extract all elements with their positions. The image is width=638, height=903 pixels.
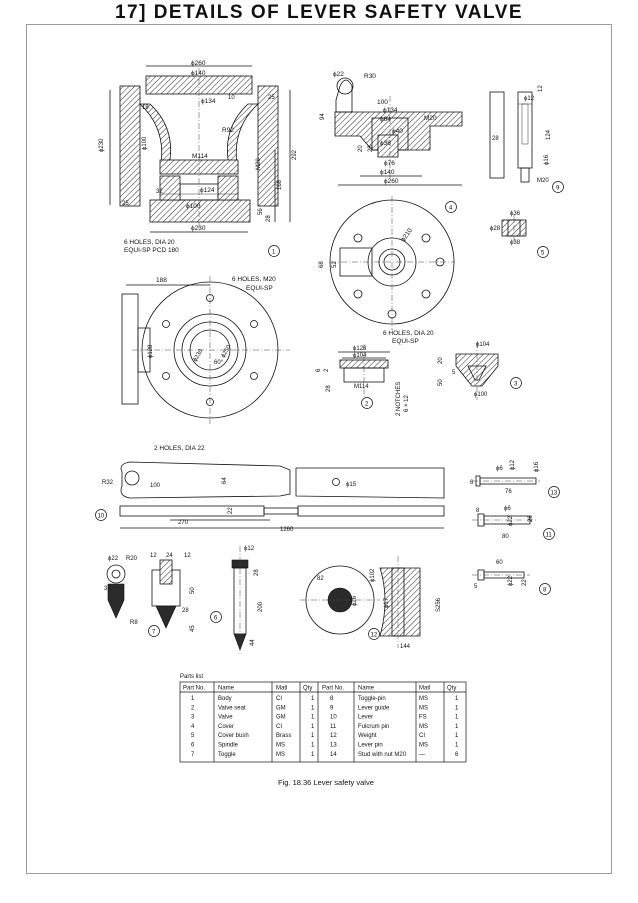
dim-label: ϕ40 <box>392 128 403 135</box>
note-body-pcd: EQUI-SP PCD 180 <box>124 247 179 254</box>
dim-label: 32 <box>104 586 111 592</box>
dim-label: ϕ230 <box>191 225 206 232</box>
parts-list-cell: 1 <box>455 705 459 712</box>
dim-label: 45 <box>190 625 196 632</box>
lever-view <box>120 462 444 528</box>
note-valve-notches: 2 NOTCHES <box>396 381 402 416</box>
dim-label: 82 <box>317 576 324 582</box>
parts-list-cell: 1 <box>455 742 459 749</box>
dim-label: 56 <box>258 208 264 215</box>
dim-label: ϕ36 <box>510 211 521 217</box>
lever-pin-view <box>472 476 540 486</box>
parts-list-heading: Parts list <box>180 674 204 680</box>
dim-label: 5 <box>474 584 478 590</box>
dim-label: ϕ28 <box>490 226 501 232</box>
part-number: 12 <box>370 632 378 639</box>
dim-label: 168 <box>277 179 283 190</box>
parts-list-cell: — <box>419 751 425 758</box>
dim-label: ϕ104 <box>476 342 490 348</box>
dim-label: 28 <box>326 385 332 392</box>
note-seat-equi: EQUI-SP <box>392 338 419 345</box>
dim-label: M20 <box>537 178 549 184</box>
parts-list-cell: 14 <box>330 751 337 758</box>
dim-label: ϕ76 <box>384 160 395 167</box>
parts-list-cell: 13 <box>330 742 337 749</box>
dim-label: 25 <box>268 95 275 101</box>
parts-list-column-header: Part No. <box>322 685 345 692</box>
page-title: 17] DETAILS OF LEVER SAFETY VALVE <box>114 2 524 23</box>
parts-list-cell: MS <box>419 723 428 730</box>
parts-list-cell: GM <box>276 705 286 712</box>
parts-list-cell: 8 <box>330 696 334 702</box>
parts-list-cell: Lever guide <box>358 705 390 712</box>
parts-list-column-header: Name <box>358 685 375 692</box>
parts-list-cell: Lever pin <box>358 742 383 749</box>
dim-label: 200 <box>258 601 264 612</box>
parts-list-cell: Fulcrum pin <box>358 723 390 730</box>
parts-list-column-header: Matl <box>276 685 288 692</box>
dim-label: ϕ16 <box>534 461 540 472</box>
parts-list-cell: Stud with nut M20 <box>358 751 407 758</box>
fulcrum-pin-view <box>472 514 536 526</box>
parts-list-cell: 1 <box>311 733 315 740</box>
dim-label: R8 <box>130 620 138 626</box>
dim-label: 100 <box>377 99 388 106</box>
dim-label: 292 <box>292 149 298 160</box>
dim-label: 10 <box>228 95 235 101</box>
weight-view <box>300 556 420 648</box>
dim-label: 76 <box>505 489 512 495</box>
dim-label: 12 <box>150 553 157 559</box>
note-cover-holes: 6 HOLES, M20 <box>232 276 276 283</box>
dim-label: 44 <box>250 639 256 646</box>
parts-list-cell: 1 <box>311 742 315 749</box>
dim-label: 5 <box>452 370 456 376</box>
dim-label: ϕ140 <box>191 70 206 77</box>
dim-label: ϕ124 <box>200 187 215 194</box>
parts-list-cell: MS <box>276 751 285 758</box>
parts-list-cell: GM <box>276 714 286 721</box>
dim-label: 20 <box>358 145 364 152</box>
dim-label: 20 <box>438 357 444 364</box>
dim-label: M20 <box>424 115 437 122</box>
dim-label: 64 <box>222 477 228 484</box>
dim-label: ϕ102 <box>370 568 376 582</box>
dim-label: 80 <box>502 534 509 540</box>
dim-label: ϕ12 <box>524 96 535 102</box>
dim-label: 28 <box>182 608 189 614</box>
parts-list-cell: Cover <box>218 723 235 730</box>
dim-label: 124 <box>546 129 552 140</box>
dim-label: M114 <box>354 384 369 390</box>
parts-list-column-header: Name <box>218 685 235 692</box>
dim-label: 28 <box>254 569 260 576</box>
dim-label: 28 <box>368 145 374 152</box>
parts-list-cell: 1 <box>311 705 315 712</box>
dim-label: ϕ128 <box>148 344 154 358</box>
dim-label: 6 <box>316 368 322 372</box>
parts-list-cell: 1 <box>311 751 315 758</box>
dim-label: ϕ134 <box>201 98 216 105</box>
parts-list-cell: FS <box>419 714 427 721</box>
dim-label: ϕ15 <box>346 482 357 488</box>
note-cover-equi: EQUI-SP <box>246 285 273 292</box>
dim-label: ϕ140 <box>380 169 395 176</box>
dim-label: R92 <box>222 127 234 134</box>
dim-label: ϕ128 <box>353 346 367 352</box>
part-number: 8 <box>543 587 547 594</box>
dim-label: S256 <box>436 597 442 612</box>
parts-list-cell: 1 <box>455 733 459 740</box>
dim-label: 22 <box>228 507 234 514</box>
dim-label: ϕ36 <box>380 140 391 147</box>
dim-label: 68 <box>319 261 325 268</box>
dim-label: 24 <box>166 553 173 559</box>
parts-list-cell: 10 <box>330 714 337 721</box>
parts-list-cell: 1 <box>311 723 315 730</box>
parts-list-cell: CI <box>276 723 282 730</box>
dim-label: ϕ100 <box>142 136 148 150</box>
dim-label: 18 <box>142 105 149 111</box>
part-number: 3 <box>514 381 518 388</box>
dim-label: 12 <box>538 85 544 92</box>
parts-list-cell: 1 <box>311 714 315 721</box>
dim-label: ϕ17 <box>384 597 390 608</box>
parts-list-cell: 12 <box>330 733 337 740</box>
dim-label: M20 <box>256 158 262 170</box>
dim-label: ϕ12 <box>244 546 255 552</box>
dim-label: 50 <box>190 587 196 594</box>
dim-label: ϕ22 <box>508 515 514 526</box>
parts-list-cell: 11 <box>330 723 337 730</box>
parts-list-cell: 6 <box>455 751 459 758</box>
dim-label: 1260 <box>280 527 294 533</box>
part-number: 11 <box>545 532 552 539</box>
note-body-holes: 6 HOLES, DIA 20 <box>124 239 175 246</box>
parts-list-cell: Valve <box>218 714 233 721</box>
part-number: 9 <box>556 185 560 192</box>
dim-label: 26 <box>528 515 534 522</box>
parts-list-cell: 4 <box>191 723 195 730</box>
dim-label: ϕ260 <box>191 60 206 67</box>
figure-caption: Fig. 18.36 Lever safety valve <box>278 778 374 787</box>
parts-list-cell: MS <box>419 696 428 702</box>
part-number: 4 <box>449 205 453 212</box>
toggle-view <box>107 560 180 628</box>
dim-label: 32 <box>156 189 163 195</box>
dim-label: ϕ38 <box>510 240 521 246</box>
dim-label: ϕ6 <box>504 506 511 512</box>
parts-list-cell: MS <box>419 705 428 712</box>
dim-label: ϕ104 <box>353 353 367 359</box>
parts-list-cell: CI <box>276 696 282 702</box>
dim-label: 2 <box>324 368 330 372</box>
dim-label: ϕ22 <box>508 575 514 586</box>
parts-list-cell: 6 <box>191 742 195 749</box>
dim-label: ϕ22 <box>333 71 344 78</box>
dim-label: ϕ100 <box>474 392 488 398</box>
part-number: 2 <box>365 401 369 408</box>
spindle-view <box>232 546 248 656</box>
parts-list-cell: 2 <box>191 705 195 712</box>
parts-list-cell: Weight <box>358 733 377 740</box>
parts-list-cell: Lever <box>358 714 374 721</box>
dim-label: M114 <box>192 153 208 160</box>
parts-list-column-header: Part No. <box>183 685 206 692</box>
part-number: 6 <box>214 615 218 622</box>
parts-list-cell: Valve seat <box>218 705 246 712</box>
parts-list-cell: 3 <box>191 714 195 721</box>
dim-label: 50 <box>438 379 444 386</box>
parts-list-cell: 9 <box>330 705 334 712</box>
dim-label: R20 <box>126 556 138 562</box>
dim-label: ϕ100 <box>186 203 201 210</box>
parts-list-table <box>180 682 466 762</box>
dim-label: R30 <box>364 73 376 80</box>
dim-label: ϕ230 <box>99 138 105 152</box>
part-number: 13 <box>550 490 558 497</box>
dim-label: 188 <box>156 277 167 284</box>
dim-label: ϕ134 <box>383 107 398 114</box>
dim-label: 52 <box>332 261 338 268</box>
seat-plan-view <box>330 196 455 330</box>
dim-label: 28 <box>492 136 499 142</box>
parts-list-cell: 1 <box>455 723 459 730</box>
dim-label: ϕ64 <box>380 116 391 123</box>
part-number: 1 <box>272 249 276 256</box>
parts-list-cell: Toggle <box>218 751 236 758</box>
parts-list-cell: MS <box>276 742 285 749</box>
dim-label: 60 <box>496 560 503 566</box>
dim-label: 6 <box>470 480 474 486</box>
dim-label: 28 <box>266 215 272 222</box>
dim-label: R32 <box>102 480 114 486</box>
parts-list-cell: CI <box>419 733 425 740</box>
parts-list-cell: 7 <box>191 751 195 758</box>
dim-label: ϕ16 <box>544 154 550 165</box>
dim-label: ϕ12 <box>510 459 516 470</box>
parts-list-header <box>183 686 456 692</box>
part-number: 7 <box>152 629 156 636</box>
parts-list-cell: Brass <box>276 733 292 740</box>
dim-label: 100 <box>150 483 161 489</box>
dim-label: ϕ250 <box>220 344 233 359</box>
parts-list-column-header: Matl <box>419 685 431 692</box>
note-lever-holes: 2 HOLES, DIA 22 <box>154 445 205 452</box>
part-number: 10 <box>97 513 105 520</box>
parts-list-cell: Toggle-pin <box>358 696 386 702</box>
parts-list-cell: 1 <box>191 696 195 702</box>
part-number: 5 <box>541 250 545 257</box>
dim-label: 8 <box>476 508 480 514</box>
dim-label: 25 <box>122 201 129 207</box>
dim-label: ϕ210 <box>399 227 414 244</box>
dim-label: 94 <box>320 113 326 120</box>
parts-list-column-header: Qty <box>303 685 313 692</box>
note-seat-holes: 6 HOLES, DIA 20 <box>383 330 434 337</box>
dim-label: ϕ6 <box>496 466 503 472</box>
parts-list-cell: 1 <box>455 714 459 721</box>
dim-label: 22 <box>522 579 528 586</box>
parts-list-cell: 1 <box>311 696 315 702</box>
note-valve-notches-size: 6 × 12 <box>404 395 410 412</box>
dim-label: 270 <box>178 520 189 526</box>
parts-list-cell: MS <box>419 742 428 749</box>
dim-label: ϕ230 <box>192 348 205 363</box>
dim-label: 12 <box>184 553 191 559</box>
parts-list-cell: 5 <box>191 733 195 740</box>
dim-label: ϕ260 <box>384 178 399 185</box>
dim-label: ϕ22 <box>108 556 119 562</box>
parts-list-cell: Spindle <box>218 742 239 749</box>
dim-label: ϕ26 <box>352 595 358 606</box>
parts-list-cell: Body <box>218 696 232 702</box>
dim-label: 144 <box>400 644 411 650</box>
toggle-pin-view <box>472 570 530 580</box>
parts-list-body <box>191 696 459 758</box>
parts-list-cell: 1 <box>455 696 459 702</box>
parts-list-column-header: Qty <box>447 685 457 692</box>
parts-list-cell: Cover bush <box>218 733 249 740</box>
dim-label: 60° <box>214 360 224 366</box>
